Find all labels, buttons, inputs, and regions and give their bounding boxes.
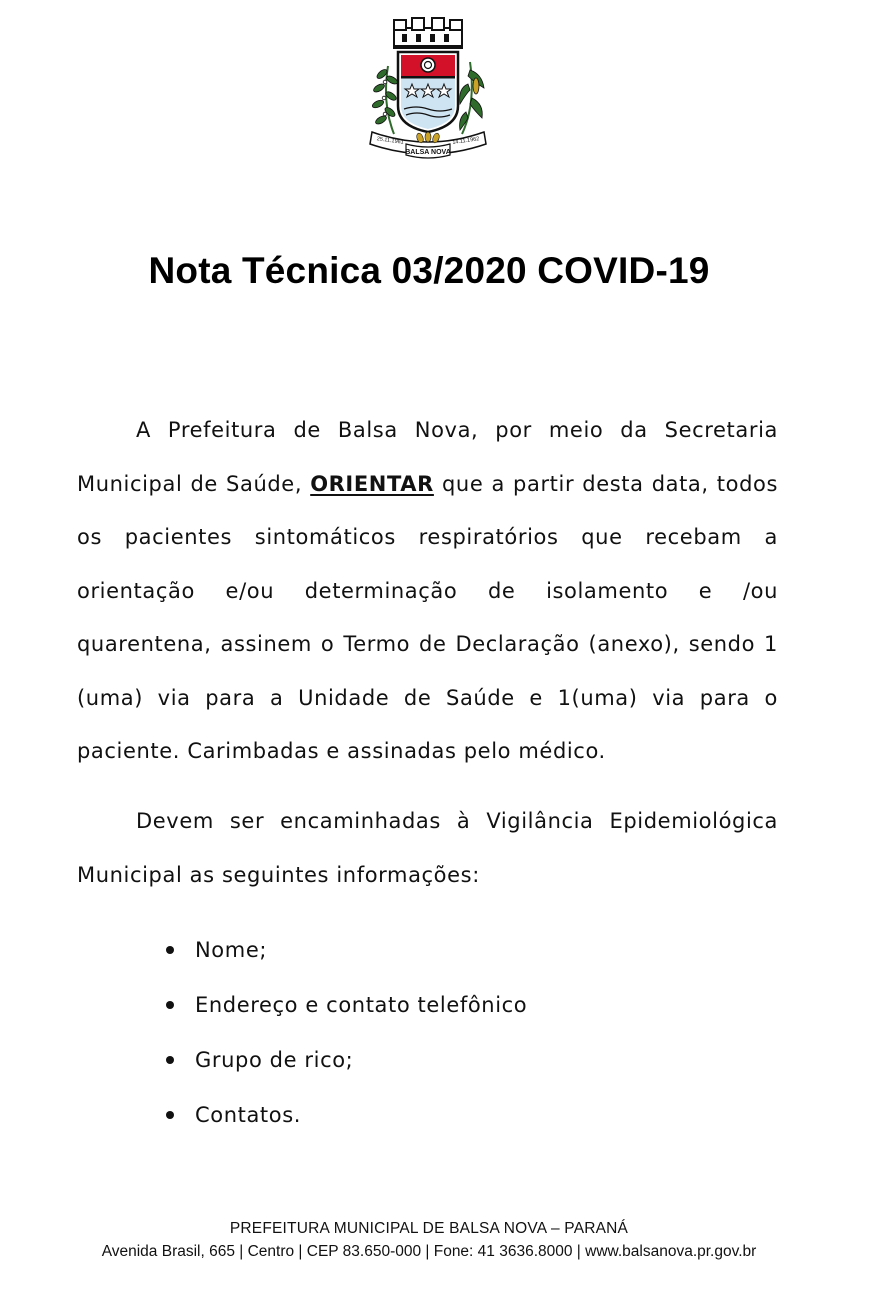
paragraph-information-text: Devem ser encaminhadas à Vigilância Epidemiológica Municipal as seguintes informações: [77, 809, 778, 887]
list-item [160, 977, 527, 1032]
bullet-icon [166, 1001, 174, 1009]
document-title: Nota Técnica 03/2020 COVID-19 [148, 250, 710, 291]
keyword-orientar: ORIENTAR [310, 471, 434, 496]
paragraph-information [77, 795, 778, 902]
svg-text:BALSA NOVA: BALSA NOVA [405, 149, 451, 156]
list-item [160, 1032, 527, 1087]
coat-of-arms-icon [364, 14, 492, 164]
list-item-text: Endereço e contato telefônico [195, 992, 528, 1017]
list-item [160, 1087, 527, 1142]
list-item-text: Grupo de rico; [195, 1047, 354, 1072]
bullet-icon [166, 1056, 174, 1064]
bullet-icon [166, 1111, 174, 1119]
footer-organization: PREFEITURA MUNICIPAL DE BALSA NOVA – PARANÁ [229, 1220, 629, 1237]
list-item-text: Nome; [195, 937, 268, 962]
bullet-icon [166, 946, 174, 954]
list-item-text: Contatos. [195, 1102, 302, 1127]
paragraph-orientation-lead: A Prefeitura de Balsa Nova, por meio da Secretaria Municipal de Saúde, [77, 418, 778, 496]
list-item [160, 922, 527, 977]
paragraph-orientation [77, 404, 778, 779]
information-list [160, 922, 527, 1142]
paragraph-orientation-rest: que a partir desta data, todos os pacientes sintomáticos respiratórios que recebam a orientação e/ou determinação de isolamento e /ou quarentena, assinem o Termo de Declaração (anexo), sendo 1 (uma) via para a Unidade de Saúde e 1(uma) via para o paciente. Carimbadas e assinadas pelo médico. [77, 471, 778, 763]
svg-text:14.11.1962: 14.11.1962 [452, 136, 480, 146]
footer-address: Avenida Brasil, 665 | Centro | CEP 83.650-000 | Fone: 41 3636.8000 | www.balsanova.pr.gov.br [101, 1243, 757, 1260]
svg-text:25.11.1961: 25.11.1961 [376, 136, 404, 146]
